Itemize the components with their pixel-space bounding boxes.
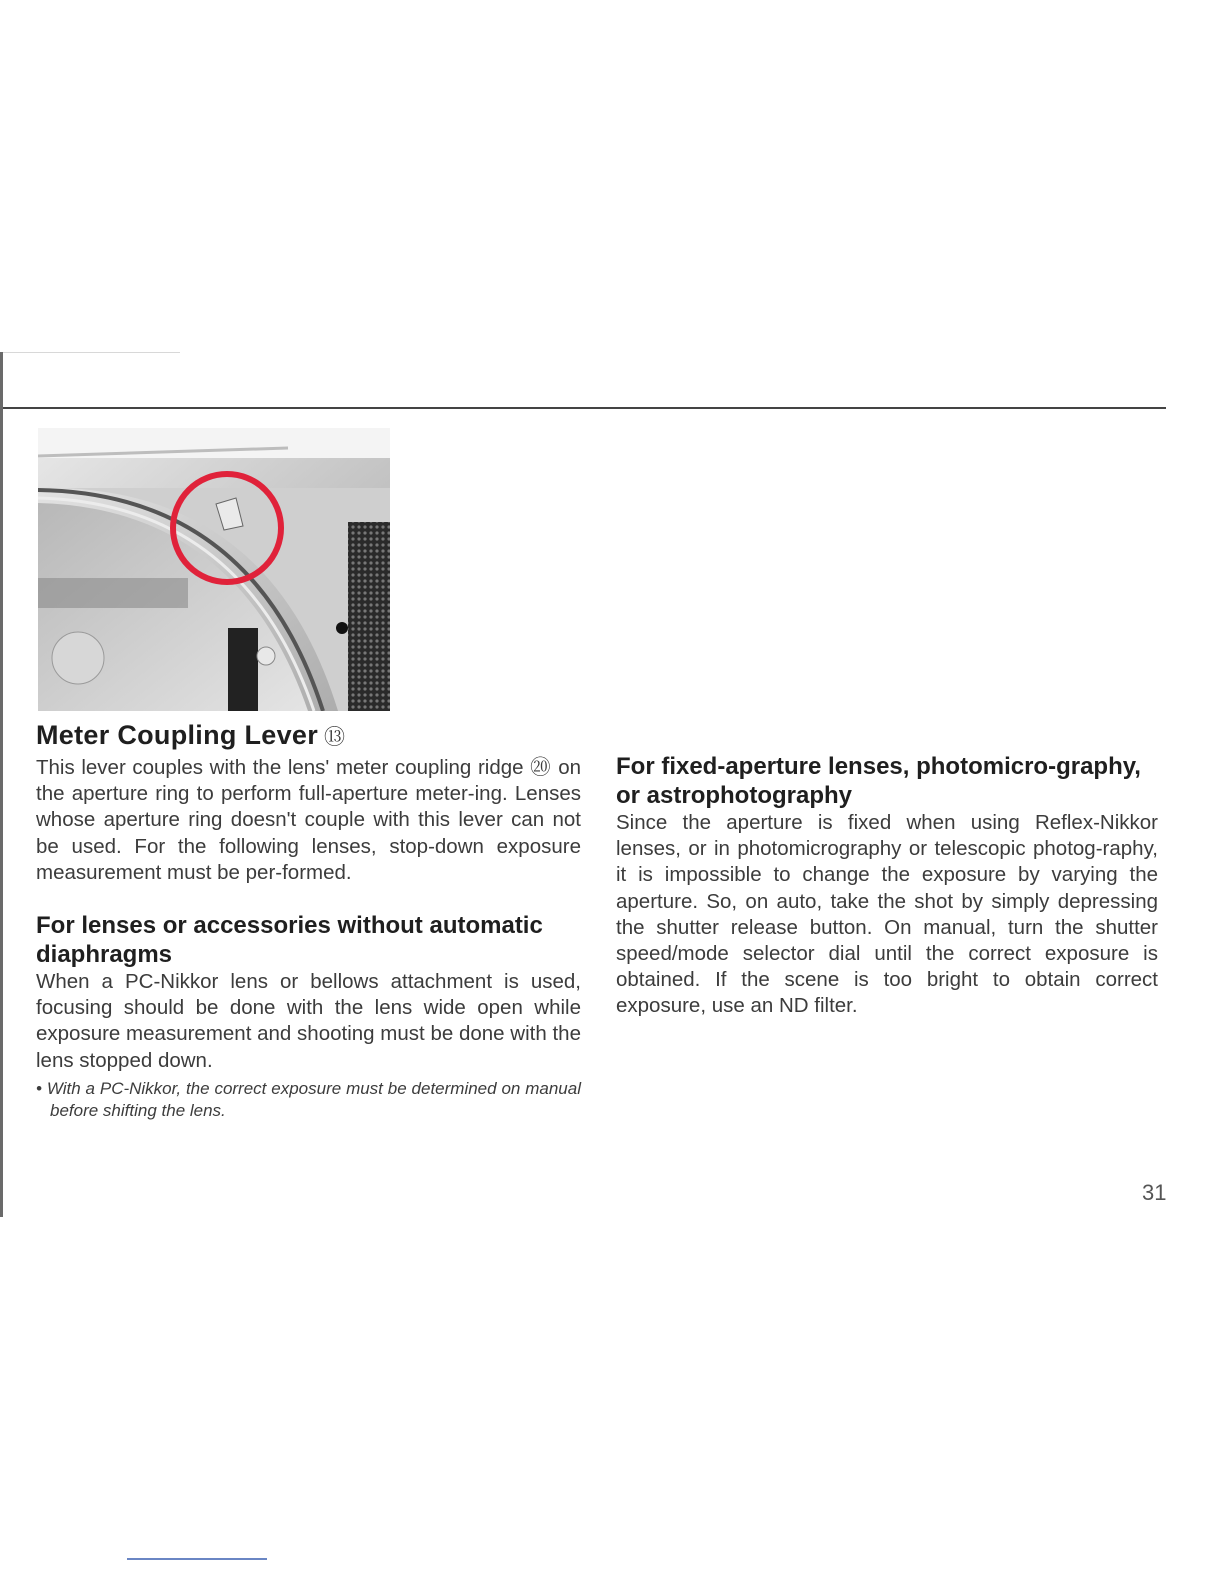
page-number: 31 [1142,1180,1167,1205]
section-heading-meter-coupling [36,718,581,755]
no-auto-diaphragm-paragraph: When a PC-Nikkor lens or bellows attachment is used, focusing should be done with the lens wide open while exposure measurement and shooting must be done with the lens stopped down. [36,970,581,1072]
heading-reference-number: ⑬ [324,726,346,749]
paragraph-lead: This lever couples with the lens' meter coupling ridge [36,756,524,779]
right-column [616,752,1158,1020]
meter-coupling-paragraph [36,755,581,886]
paragraph-body: on the aperture ring to perform full-aperture meter-ing. Lenses whose aperture ring doesn't couple with this lever can not be used. For the following lenses, stop-down exposure measurement must be per-formed. [36,756,582,884]
heading-text: Meter Coupling Lever [36,720,319,750]
header-rule [0,407,1166,409]
fixed-aperture-paragraph: Since the aperture is fixed when using Reflex-Nikkor lenses, or in photomicrography or telescopic photog-raphy, it is impossible to change the exposure by varying the aperture. So, on auto, take the shot by simply depressing the shutter release button. On manual, turn the shutter speed/mode selector dial until the correct exposure is obtained. If the scene is too bright to obtain correct exposure, use an ND filter. [616,811,1158,1018]
top-left-stub-line [0,352,180,353]
ridge-reference-number: ⑳ [530,756,552,779]
pc-nikkor-note: • With a PC-Nikkor, the correct exposure must be determined on manual before shifting the lens. [36,1078,581,1120]
bottom-marker-line [127,1558,267,1560]
left-column [36,718,581,1122]
lens-mount-photo [38,428,390,711]
subheading-fixed-aperture: For fixed-aperture lenses, photomicro-graphy, or astrophotography [616,753,1141,809]
page-edge-line [0,352,3,1217]
subheading-no-auto-diaphragm: For lenses or accessories without automatic diaphragms [36,912,543,969]
